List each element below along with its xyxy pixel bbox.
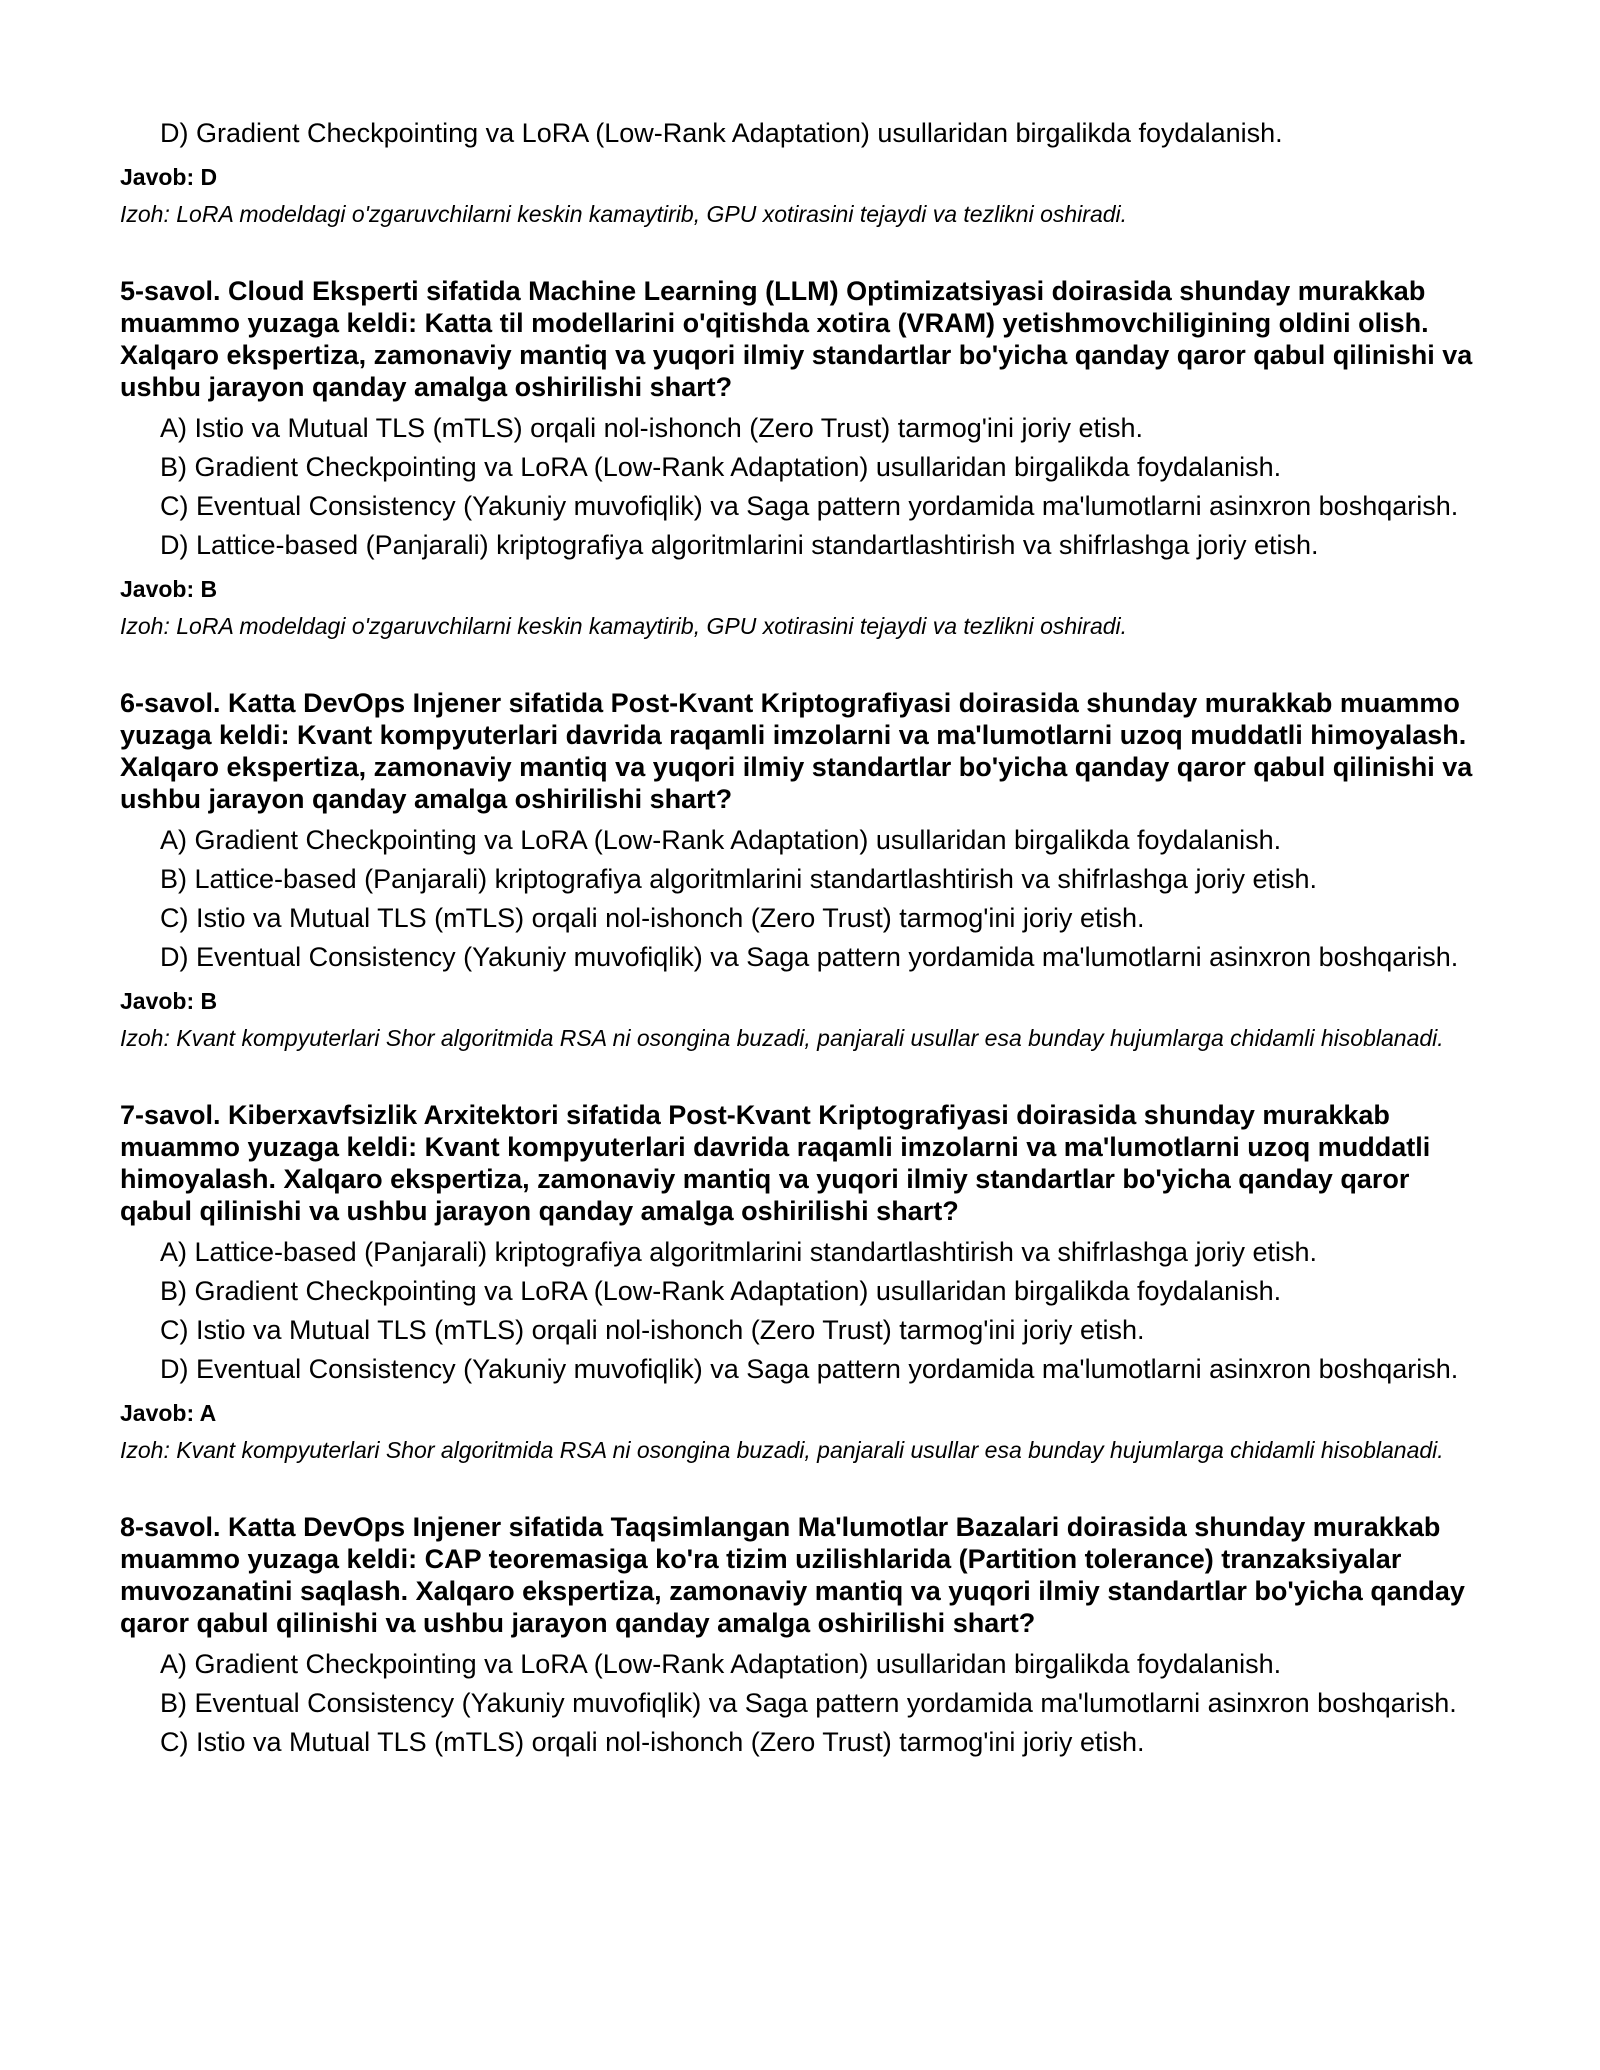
option-d: D) Eventual Consistency (Yakuniy muvofiqlik) va Saga pattern yordamida ma'lumotlarni asinxron boshqarish. [160, 942, 1459, 972]
option-b: B) Eventual Consistency (Yakuniy muvofiqlik) va Saga pattern yordamida ma'lumotlarni asinxron boshqarish. [160, 1688, 1457, 1718]
option-c: C) Eventual Consistency (Yakuniy muvofiqlik) va Saga pattern yordamida ma'lumotlarni asinxron boshqarish. [160, 491, 1459, 521]
question-text: 5-savol. Cloud Eksperti sifatida Machine Learning (LLM) Optimizatsiyasi doirasida shunday murakkab muammo yuzaga keldi: Katta til modellarini o'qitishda xotira (VRAM) yetishmovchiligining oldini olish. Xalqaro ekspertiza, zamonaviy mantiq va yuqori ilmiy standartlar bo'yicha qanday qaror qabul qilinishi va ushbu jarayon qanday amalga oshirilishi shart? [120, 276, 1473, 402]
spacer [120, 1465, 1480, 1511]
option-b: B) Gradient Checkpointing va LoRA (Low-Rank Adaptation) usullaridan birgalikda foydalanish. [160, 1276, 1282, 1306]
spacer [120, 229, 1480, 275]
explanation-note: Izoh: Kvant kompyuterlari Shor algoritmida RSA ni osongina buzadi, panjarali usullar esa bunday hujumlarga chidamli hisoblanadi. [120, 1025, 1444, 1051]
answer-label: Javob: B [120, 576, 218, 602]
spacer [120, 641, 1480, 687]
option-b: B) Lattice-based (Panjarali) kriptografiya algoritmlarini standartlashtirish va shifrlashga joriy etish. [160, 864, 1317, 894]
option-d: D) Eventual Consistency (Yakuniy muvofiqlik) va Saga pattern yordamida ma'lumotlarni asinxron boshqarish. [160, 1354, 1459, 1384]
explanation-note: Izoh: LoRA modeldagi o'zgaruvchilarni keskin kamaytirib, GPU xotirasini tejaydi va tezlikni oshiradi. [120, 201, 1128, 227]
option-c: C) Istio va Mutual TLS (mTLS) orqali nol-ishonch (Zero Trust) tarmog'ini joriy etish. [160, 1315, 1145, 1345]
option-b: B) Gradient Checkpointing va LoRA (Low-Rank Adaptation) usullaridan birgalikda foydalanish. [160, 452, 1282, 482]
question-block-8 [120, 1511, 1480, 1758]
option-a: A) Istio va Mutual TLS (mTLS) orqali nol-ishonch (Zero Trust) tarmog'ini joriy etish. [160, 413, 1143, 443]
option-d: D) Gradient Checkpointing va LoRA (Low-Rank Adaptation) usullaridan birgalikda foydalanish. [160, 118, 1283, 148]
question-block-5 [120, 275, 1480, 641]
explanation-note: Izoh: LoRA modeldagi o'zgaruvchilarni keskin kamaytirib, GPU xotirasini tejaydi va tezlikni oshiradi. [120, 613, 1128, 639]
question-block-7 [120, 1099, 1480, 1465]
option-c: C) Istio va Mutual TLS (mTLS) orqali nol-ishonch (Zero Trust) tarmog'ini joriy etish. [160, 1727, 1145, 1757]
question-block-6 [120, 687, 1480, 1053]
answer-label: Javob: A [120, 1400, 217, 1426]
option-d: D) Lattice-based (Panjarali) kriptografiya algoritmlarini standartlashtirish va shifrlashga joriy etish. [160, 530, 1319, 560]
answer-label: Javob: B [120, 988, 218, 1014]
option-c: C) Istio va Mutual TLS (mTLS) orqali nol-ishonch (Zero Trust) tarmog'ini joriy etish. [160, 903, 1145, 933]
question-text: 6-savol. Katta DevOps Injener sifatida Post-Kvant Kriptografiyasi doirasida shunday murakkab muammo yuzaga keldi: Kvant kompyuterlari davrida raqamli imzolarni va ma'lumotlarni uzoq muddatli himoyalash. Xalqaro ekspertiza, zamonaviy mantiq va yuqori ilmiy standartlar bo'yicha qanday qaror qabul qilinishi va ushbu jarayon qanday amalga oshirilishi shart? [120, 688, 1473, 814]
question-text: 7-savol. Kiberxavfsizlik Arxitektori sifatida Post-Kvant Kriptografiyasi doirasida shunday murakkab muammo yuzaga keldi: Kvant kompyuterlari davrida raqamli imzolarni va ma'lumotlarni uzoq muddatli himoyalash. Xalqaro ekspertiza, zamonaviy mantiq va yuqori ilmiy standartlar bo'yicha qanday qaror qabul qilinishi va ushbu jarayon qanday amalga oshirilishi shart? [120, 1100, 1431, 1226]
spacer [120, 1053, 1480, 1099]
option-a: A) Gradient Checkpointing va LoRA (Low-Rank Adaptation) usullaridan birgalikda foydalanish. [160, 1649, 1282, 1679]
answer-label: Javob: D [120, 164, 218, 190]
question-text: 8-savol. Katta DevOps Injener sifatida Taqsimlangan Ma'lumotlar Bazalari doirasida shunday murakkab muammo yuzaga keldi: CAP teoremasiga ko'ra tizim uzilishlarida (Partition tolerance) tranzaksiyalar muvozanatini saqlash. Xalqaro ekspertiza, zamonaviy mantiq va yuqori ilmiy standartlar bo'yicha qanday qaror qabul qilinishi va ushbu jarayon qanday amalga oshirilishi shart? [120, 1512, 1465, 1638]
document-page [120, 118, 1480, 1766]
explanation-note: Izoh: Kvant kompyuterlari Shor algoritmida RSA ni osongina buzadi, panjarali usullar esa bunday hujumlarga chidamli hisoblanadi. [120, 1437, 1444, 1463]
option-a: A) Gradient Checkpointing va LoRA (Low-Rank Adaptation) usullaridan birgalikda foydalanish. [160, 825, 1282, 855]
option-a: A) Lattice-based (Panjarali) kriptografiya algoritmlarini standartlashtirish va shifrlashga joriy etish. [160, 1237, 1317, 1267]
